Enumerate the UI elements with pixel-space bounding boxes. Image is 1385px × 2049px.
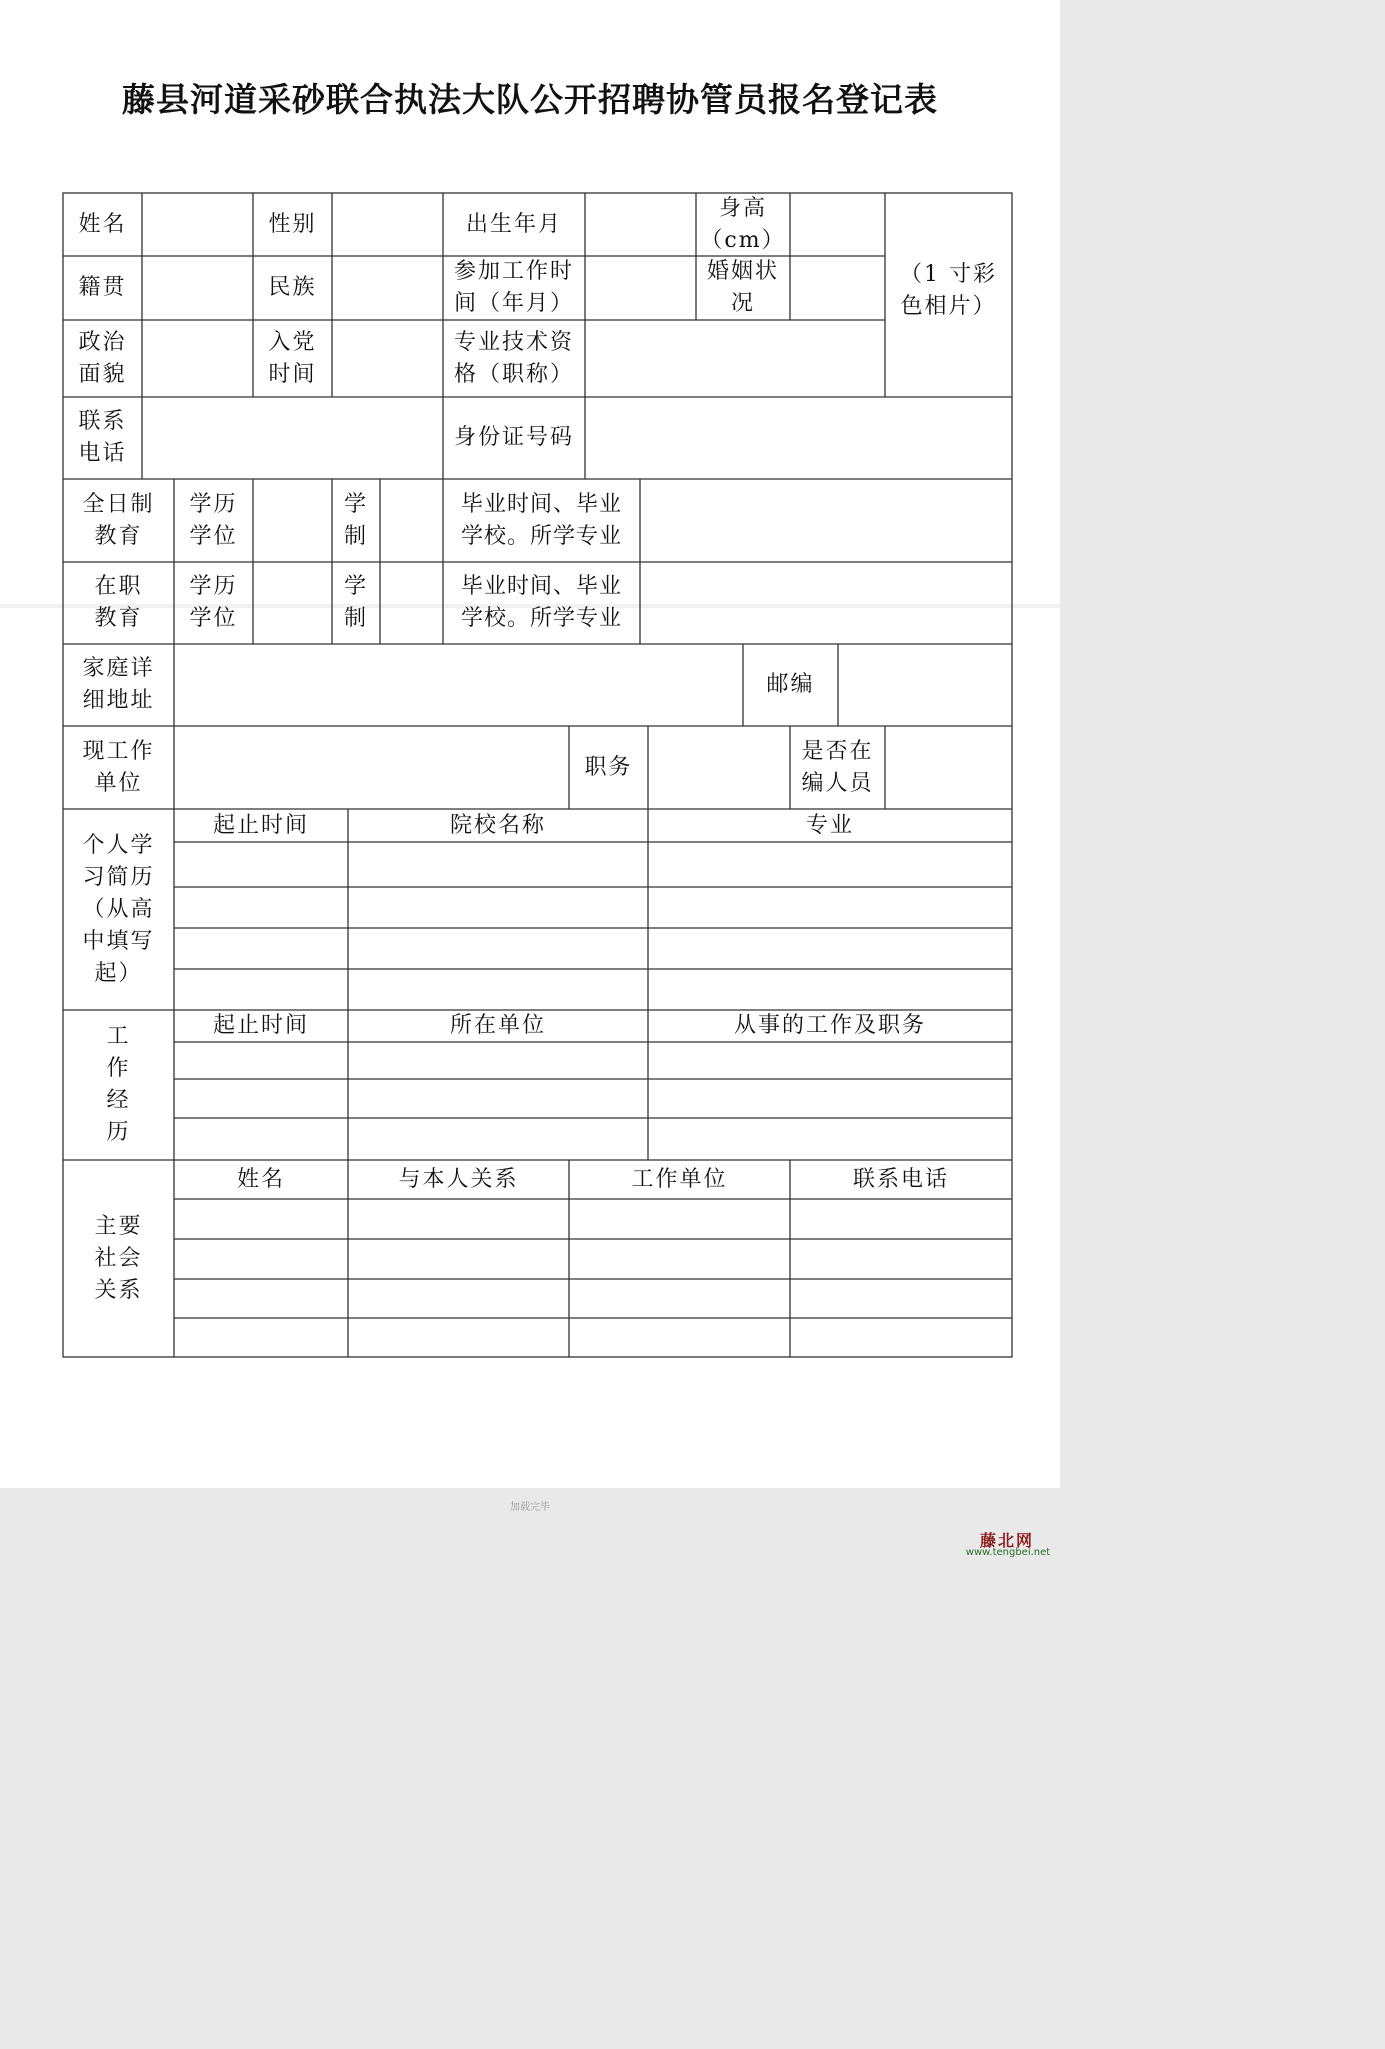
relations-col-phone: 联系电话 [852,1166,949,1192]
label-study-history: 个人学 习简历 （从高 中填写 起） [82,832,155,986]
label-phone: 联系 电话 [78,409,127,466]
label-degree: 学历 学位 [189,574,238,631]
label-id-number: 身份证号码 [453,425,574,450]
label-political-status: 政治 面貌 [78,329,127,387]
label-staffed: 是否在 编人员 [801,738,874,796]
watermark-url: www.tengbei.net [965,1547,1051,1558]
form-title: 藤县河道采砂联合执法大队公开招聘协管员报名登记表 [122,80,938,119]
work-col-duties: 从事的工作及职务 [733,1013,926,1038]
relations-col-name: 姓名 [236,1166,285,1192]
label-current-employer: 现工作 单位 [82,738,155,796]
label-graduation-info: 毕业时间、毕业 学校。所学专业 [460,574,622,631]
label-marital-status: 婚姻状 况 [706,259,779,316]
label-study-length: 学 制 [343,574,368,631]
label-degree: 学历 学位 [189,491,238,549]
label-study-length: 学 制 [343,491,368,549]
label-ethnicity: 民族 [268,275,317,300]
photo-placeholder: （1 寸彩 色相片） [900,262,997,319]
label-birth: 出生年月 [465,211,562,237]
label-social-relations: 主要 社会 关系 [94,1213,143,1303]
label-position: 职务 [584,754,633,780]
label-work-start: 参加工作时 间（年月） [453,259,574,316]
label-postcode: 邮编 [766,672,815,697]
label-fulltime-education: 全日制 教育 [82,491,155,549]
relations-col-relationship: 与本人关系 [398,1166,519,1192]
label-native-place: 籍贯 [78,275,127,300]
label-height: 身高 （cm） [700,195,786,253]
label-inservice-education: 在职 教育 [94,574,143,631]
label-home-address: 家庭详 细地址 [82,656,155,713]
study-col-period: 起止时间 [212,812,309,838]
load-status: 加载完毕 [510,1502,550,1513]
work-col-employer: 所在单位 [449,1013,546,1038]
label-party-date: 入党 时间 [268,329,317,387]
study-col-school: 院校名称 [449,812,546,838]
label-qualification: 专业技术资 格（职称） [453,329,574,387]
label-gender: 性别 [268,211,317,237]
label-name: 姓名 [78,211,127,237]
label-graduation-info: 毕业时间、毕业 学校。所学专业 [460,491,622,549]
study-col-major: 专业 [805,812,854,838]
relations-col-employer: 工作单位 [631,1166,728,1192]
label-work-history: 工 作 经 历 [106,1024,131,1145]
watermark-logo: 藤北网 [979,1531,1034,1550]
work-col-period: 起止时间 [212,1013,309,1038]
